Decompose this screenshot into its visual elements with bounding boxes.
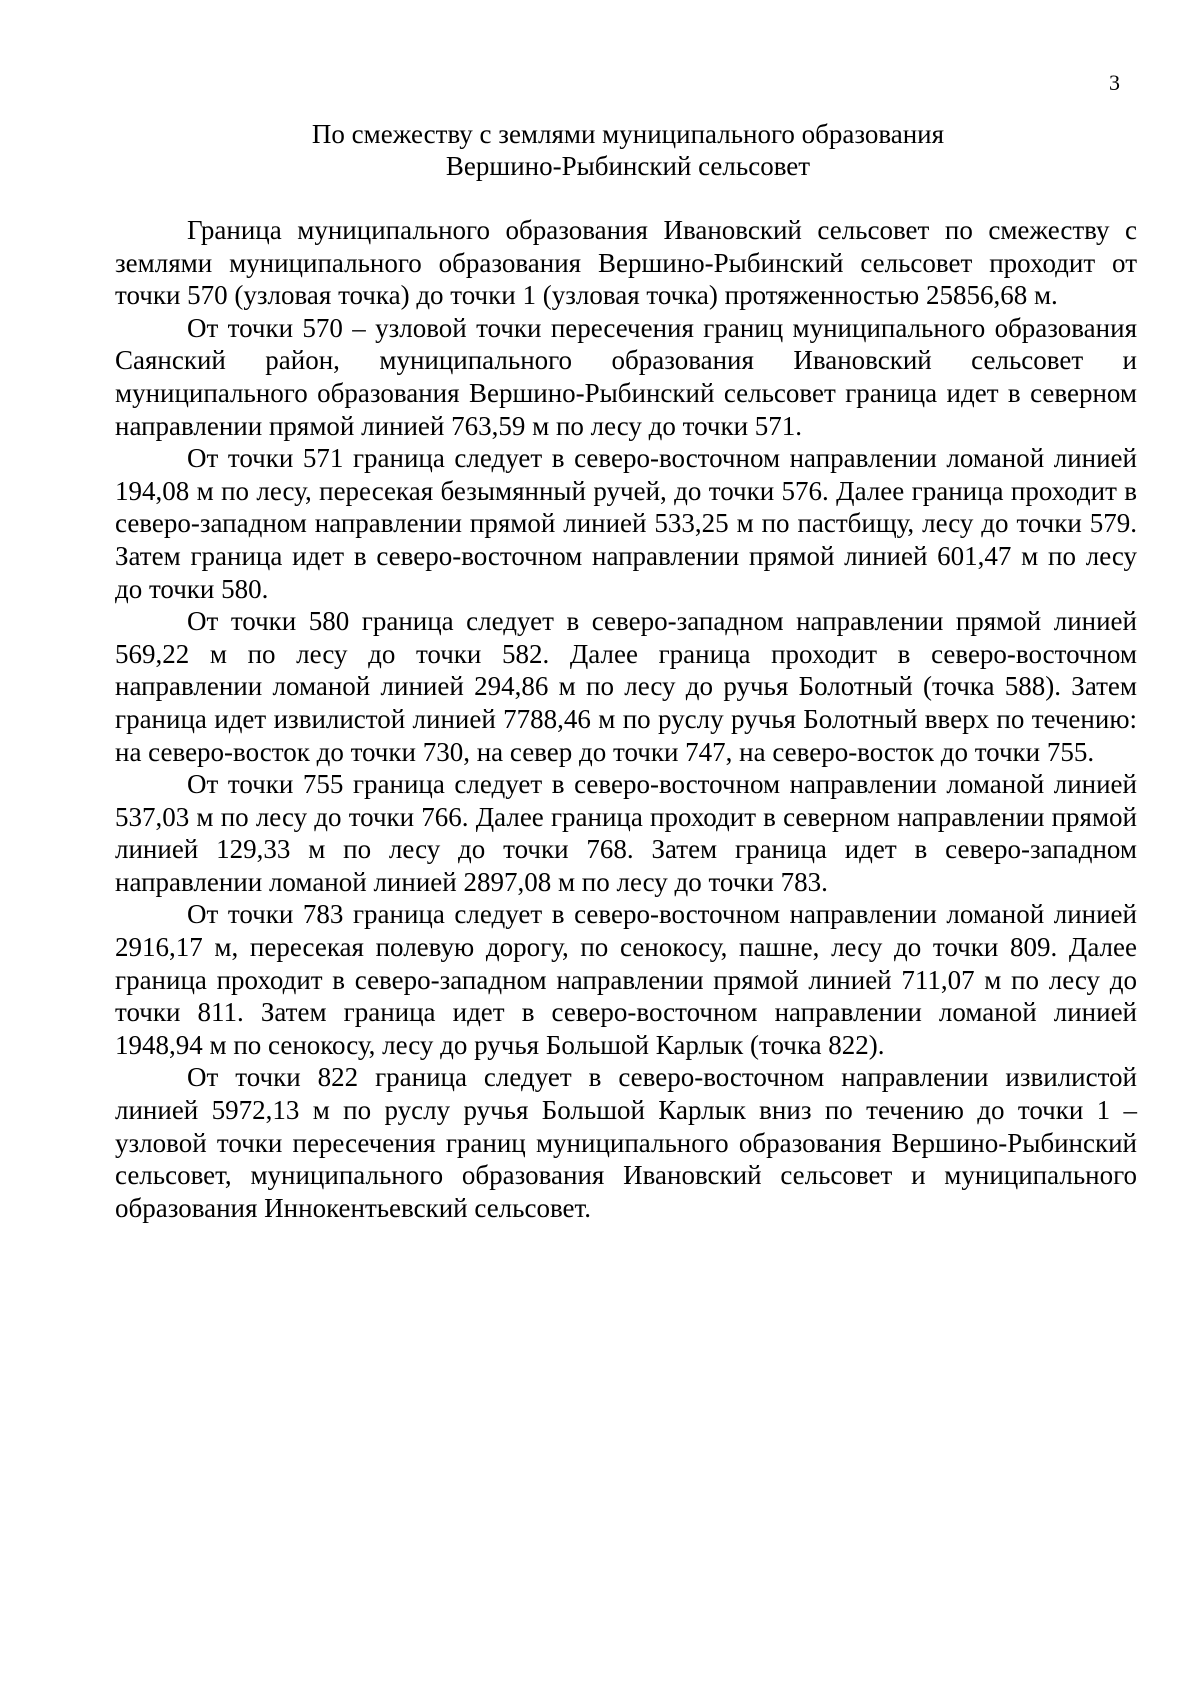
paragraph-4: От точки 580 граница следует в северо-западном направлении прямой линией 569,22 м по лесу до точки 582. Далее граница проходит в северо-восточном направлении ломаной линией 294,86 м по лесу до ручья Болотный (точка 588). Затем граница идет извилистой линией 7788,46 м по руслу ручья Болотный вверх по течению: на северо-восток до точки 730, на север до точки 747, на северо-восток до точки 755.: [115, 606, 1137, 767]
paragraph-1: Граница муниципального образования Ивановский сельсовет по смежеству с землями муниципального образования Вершино-Рыбинский сельсовет проходит от точки 570 (узловая точка) до точки 1 (узловая точка) протяженностью 25856,68 м.: [115, 215, 1137, 311]
section-title-line-2: Вершино-Рыбинский сельсовет: [445, 151, 811, 181]
paragraph-5: От точки 755 граница следует в северо-восточном направлении ломаной линией 537,03 м по лесу до точки 766. Далее граница проходит в северном направлении прямой линией 129,33 м по лесу до точки 768. Затем граница идет в северо-западном направлении ломаной линией 2897,08 м по лесу до точки 783.: [115, 769, 1137, 897]
paragraph-6: От точки 783 граница следует в северо-восточном направлении ломаной линией 2916,17 м, пересекая полевую дорогу, по сенокосу, пашне, лесу до точки 809. Далее граница проходит в северо-западном направлении прямой линией 711,07 м по лесу до точки 811. Затем граница идет в северо-восточном направлении ломаной линией 1948,94 м по сенокосу, лесу до ручья Большой Карлык (точка 822).: [115, 899, 1137, 1060]
page-number: 3: [1109, 70, 1120, 95]
section-title-line-1: По смежеству с землями муниципального образования: [311, 119, 945, 149]
paragraph-2: От точки 570 – узловой точки пересечения границ муниципального образования Саянский район, муниципального образования Ивановский сельсовет и муниципального образования Вершино-Рыбинский сельсовет граница идет в северном направлении прямой линией 763,59 м по лесу до точки 571.: [115, 312, 1137, 441]
document-body: [115, 214, 1137, 1224]
paragraph-3: От точки 571 граница следует в северо-восточном направлении ломаной линией 194,08 м по лесу, пересекая безымянный ручей, до точки 576. Далее граница проходит в северо-западном направлении прямой линией 533,25 м по пастбищу, лесу до точки 579. Затем граница идет в северо-восточном направлении прямой линией 601,47 м по лесу до точки 580.: [115, 443, 1137, 604]
paragraph-7: От точки 822 граница следует в северо-восточном направлении извилистой линией 5972,13 м по руслу ручья Большой Карлык вниз по течению до точки 1 – узловой точки пересечения границ муниципального образования Вершино-Рыбинский сельсовет, муниципального образования Ивановский сельсовет и муниципального образования Иннокентьевский сельсовет.: [115, 1062, 1137, 1223]
section-title: [0, 118, 1200, 182]
